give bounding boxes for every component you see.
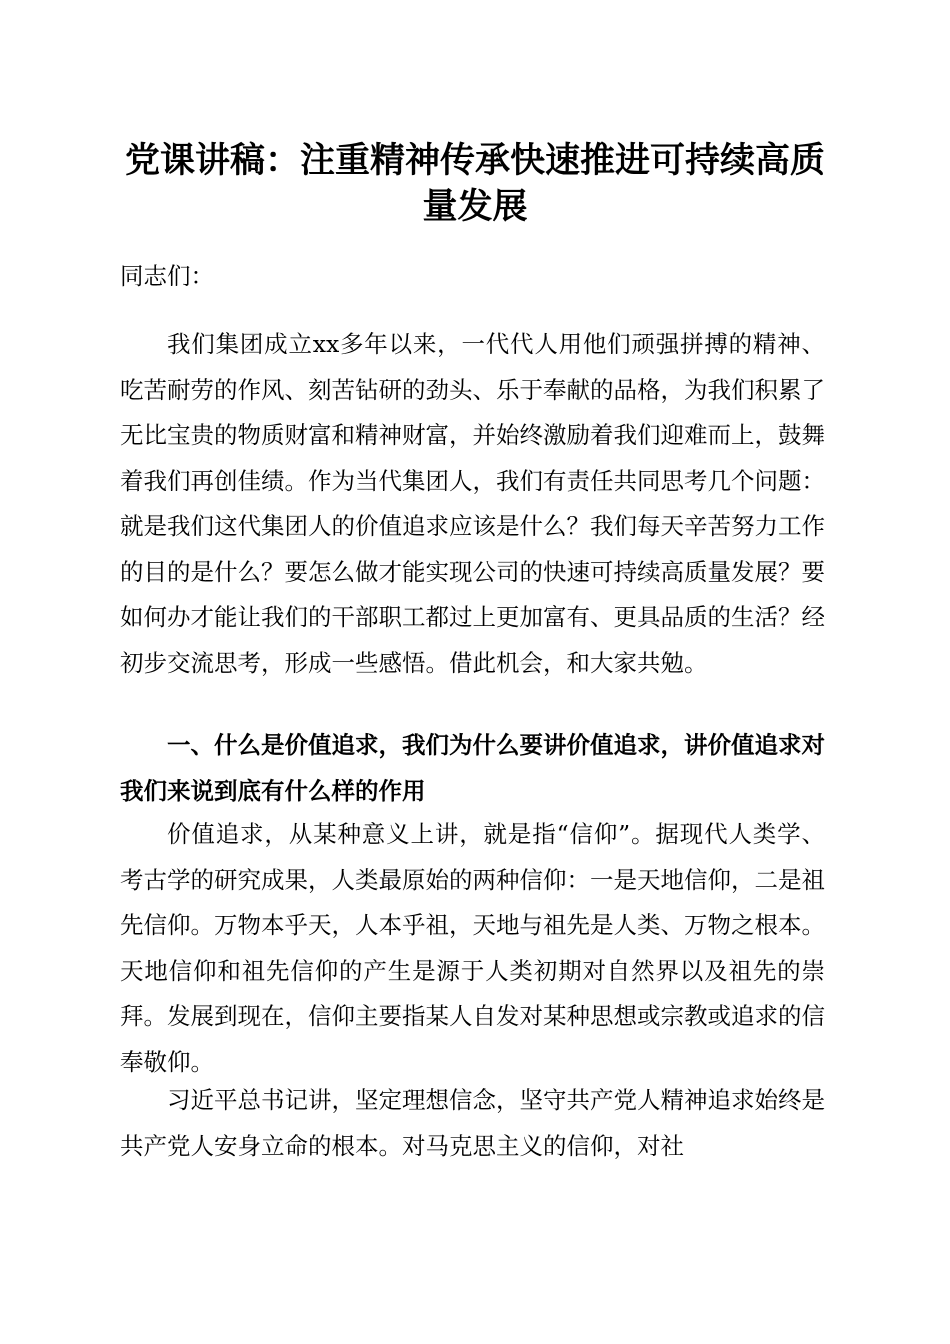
paragraph-value-pursuit: 价值追求，从某种意义上讲，就是指“信仰”。据现代人类学、考古学的研究成果，人类最原始的两种信仰：一是天地信仰，二是祖先信仰。万物本乎天，人本乎祖，天地与祖先是人类、万物之根本。天地信仰和祖先信仰的产生是源于人类初期对自然界以及祖先的崇拜。发展到现在，信仰主要指某人自发对某种思想或宗教或追求的信奉敬仰。 — [120, 820, 825, 1076]
paragraph-xi-quote: 习近平总书记讲，坚定理想信念，坚守共产党人精神追求始终是共产党人安身立命的根本。对马克思主义的信仰，对社 — [120, 1086, 825, 1160]
section-heading-1: 一、什么是价值追求，我们为什么要讲价值追求，讲价值追求对我们来说到底有什么样的作用 — [120, 731, 825, 805]
document-title-line-1: 党课讲稿：注重精神传承快速推进可持续高质 — [124, 140, 825, 181]
salutation: 同志们： — [120, 262, 214, 290]
document-title-line-2: 量发展 — [422, 186, 528, 227]
paragraph-intro: 我们集团成立xx多年以来，一代代人用他们顽强拼搏的精神、吃苦耐劳的作风、刻苦钻研的劲头、乐于奉献的品格，为我们积累了无比宝贵的物质财富和精神财富，并始终激励着我们迎难而上，鼓舞着我们再创佳绩。作为当代集团人，我们有责任共同思考几个问题：就是我们这代集团人的价值追求应该是什么？我们每天辛苦努力工作的目的是什么？要怎么做才能实现公司的快速可持续高质量发展？要如何办才能让我们的干部职工都过上更加富有、更具品质的生活？经初步交流思考，形成一些感悟。借此机会，和大家共勉。 — [120, 330, 825, 677]
